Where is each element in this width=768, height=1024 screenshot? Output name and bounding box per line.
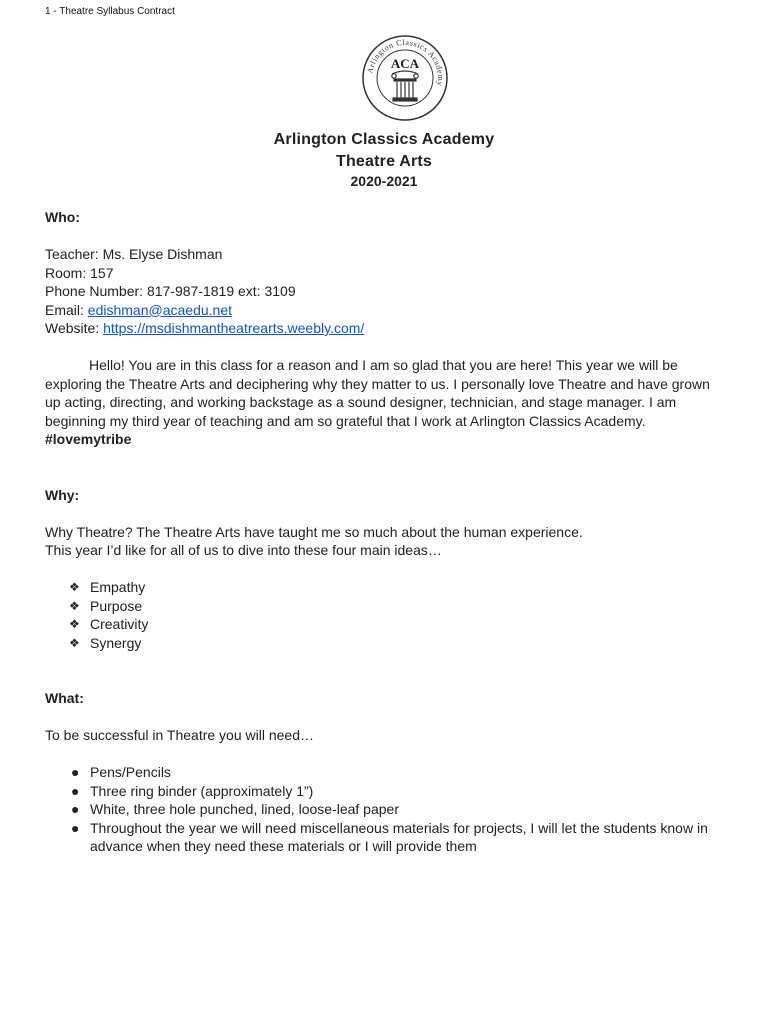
diamond-bullet-icon: ❖ <box>69 635 80 650</box>
intro-text: Hello! You are in this class for a reason and I am so glad that you are here! This year we will be exploring the Theatre Arts and deciphering why they matter to us. I personally love Theatre and have grown up acting, directing, and working backstage as a sound designer, technician, and stage manager. I am beginning my third year of teaching and am so grateful that I work at Arlington Classics Academy. <box>45 357 710 429</box>
email-label: Email: <box>45 301 88 318</box>
website-label: Website: <box>45 320 104 336</box>
logo-ring-text: Arlington Classics Academy <box>365 37 446 88</box>
why-line-1: Why Theatre? The Theatre Arts have taught me so much about the human experience. <box>45 523 583 540</box>
list-item: ❖ Purpose <box>69 597 143 614</box>
list-item: ❖ Empathy <box>69 579 146 595</box>
dot-bullet-icon: ● <box>71 782 80 799</box>
website-line <box>45 319 717 338</box>
what-heading: What: <box>45 690 84 706</box>
diamond-bullet-icon: ❖ <box>69 598 80 613</box>
who-heading: Who: <box>45 209 80 225</box>
room-line: Room: 157 <box>45 264 114 281</box>
dot-bullet-icon: ● <box>71 801 80 817</box>
list-item: ● White, three hole punched, lined, loose-leaf paper <box>71 801 399 817</box>
page-header-label: 1 - Theatre Syllabus Contract <box>45 6 175 17</box>
hashtag: #lovemytribe <box>45 431 132 447</box>
list-item: ● Throughout the year we will need miscellaneous materials for projects, I will let the students know in advance when they need these materials or I will provide them <box>71 819 708 854</box>
school-year: 2020-2021 <box>350 173 418 189</box>
intro-paragraph <box>45 356 717 449</box>
column-icon <box>392 71 418 101</box>
teacher-line: Teacher: Ms. Elyse Dishman <box>45 246 223 262</box>
diamond-bullet-icon: ❖ <box>69 617 80 631</box>
ideas-list <box>45 578 717 652</box>
website-link[interactable]: https://msdishmantheatrearts.weebly.com/ <box>103 320 365 336</box>
logo-initials: ACA <box>390 56 420 71</box>
dot-bullet-icon: ● <box>71 764 80 780</box>
list-item: ❖ Synergy <box>69 634 142 651</box>
list-item: ❖ Creativity <box>69 616 149 632</box>
list-item: ● Three ring binder (approximately 1”) <box>71 782 314 799</box>
document-body <box>45 208 717 856</box>
school-name: Arlington Classics Academy <box>273 131 495 148</box>
why-line-2: This year I’d like for all of us to dive into these four main ideas… <box>45 542 442 558</box>
dot-bullet-icon: ● <box>71 819 80 836</box>
what-intro: To be successful in Theatre you will need… <box>45 727 314 743</box>
email-link[interactable]: edishman@acaedu.net <box>87 301 232 318</box>
diamond-bullet-icon: ❖ <box>69 580 80 594</box>
why-heading: Why: <box>45 486 80 503</box>
logo-outer-ring <box>363 36 447 120</box>
phone-line: Phone Number: 817-987-1819 ext: 3109 <box>45 283 296 299</box>
school-logo <box>361 34 449 122</box>
list-item: ● Pens/Pencils <box>71 764 171 780</box>
course-name: Theatre Arts <box>335 153 433 170</box>
supplies-list <box>45 763 717 856</box>
email-line <box>45 301 717 320</box>
